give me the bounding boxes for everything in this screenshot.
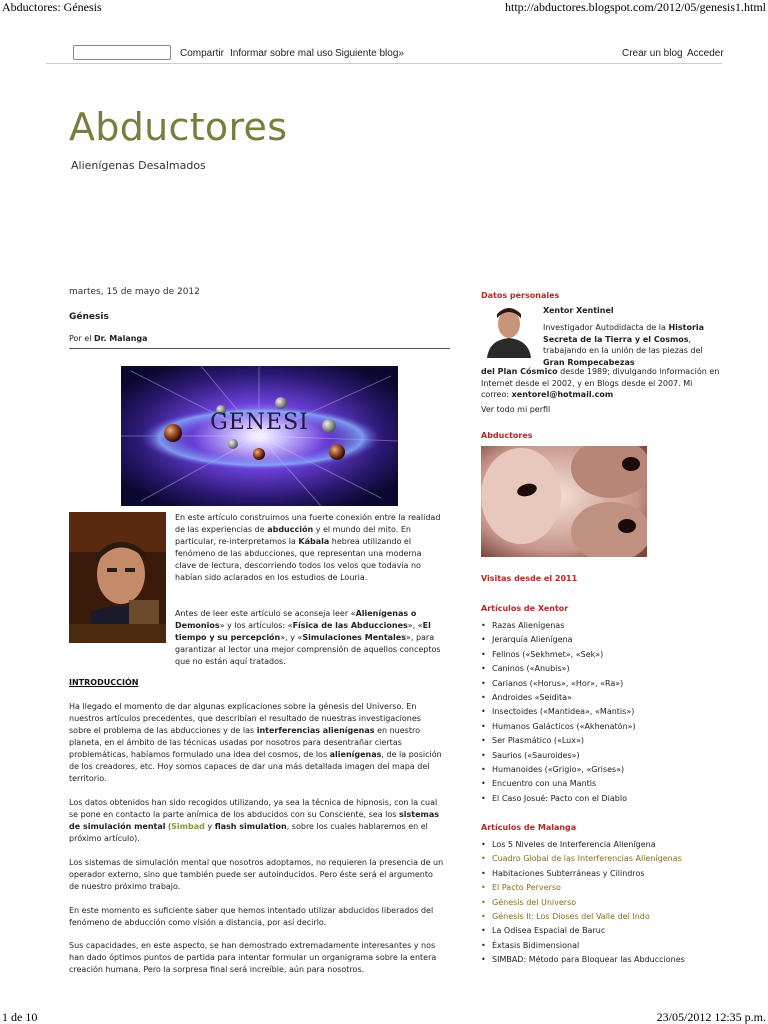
avatar-illustration (481, 304, 536, 358)
article-link[interactable] (481, 662, 636, 676)
author-name: Dr. Malanga (93, 334, 148, 343)
text-run: En este artículo construimos una fuerte conexión entre la realidad de las experiencias de (175, 513, 441, 534)
article-link-label: Humanoides («Grigio», «Grises») (492, 764, 625, 774)
print-header-url: http://abductores.blogspot.com/2012/05/genesis1.html (505, 0, 766, 14)
bullet-icon: • (481, 621, 486, 630)
text-run: , trabajando en la unión de las piezas del (543, 334, 703, 355)
print-timestamp: 23/05/2012 12:35 p.m. (656, 1010, 766, 1024)
intro-paragraph-2 (175, 608, 445, 668)
text-run[interactable]: Simbad (171, 822, 205, 831)
post-date: martes, 15 de mayo de 2012 (69, 287, 200, 297)
banner-title: GENESI (210, 410, 309, 435)
text-run: Los datos obtenidos han sido recogidos utilizando, ya sea la técnica de hipnosis, con la cual se pone en contacto la parte anímica de los abducidos con su Consciente, sea los (69, 798, 438, 819)
profile-heading: Datos personales (481, 291, 560, 300)
body-paragraph-1 (69, 701, 444, 785)
article-link-label: Los 5 Niveles de Interferencia Alienígena (492, 840, 656, 849)
text-run: , de la posición de los creadores, etc. Hoy somos capaces de dar una más detallada imagen del mapa del territorio. (69, 750, 442, 783)
bullet-icon: • (481, 736, 486, 746)
article-link[interactable] (481, 619, 636, 633)
sign-in-link[interactable]: Acceder (687, 48, 724, 59)
article-link[interactable] (481, 777, 636, 791)
print-header-title: Abductores: Génesis (2, 0, 102, 14)
bullet-icon: • (481, 883, 486, 893)
bullet-icon: • (481, 955, 486, 965)
text-run: Simulaciones Mentales (302, 633, 406, 642)
view-profile-link[interactable]: Ver todo mi perfil (481, 405, 551, 414)
text-run: » y los artículos: « (219, 621, 293, 630)
xentor-articles-list (481, 619, 636, 806)
text-run: sistemas de simulación mental (69, 810, 439, 831)
abductors-image (481, 446, 647, 557)
malanga-articles-list (481, 838, 685, 968)
bullet-icon: • (481, 840, 486, 849)
abductores-heading: Abductores (481, 431, 533, 440)
article-link-label: El Pacto Perverso (492, 883, 561, 893)
article-link[interactable] (481, 852, 685, 866)
bullet-icon: • (481, 678, 486, 688)
text-run: Investigador Autodidacta de la (543, 323, 669, 332)
article-link-label: Cuadro Global de las Interferencias Alienígenas (492, 854, 682, 864)
article-link-label: Razas Alienígenas (492, 621, 565, 630)
text-run: En este momento es suficiente saber que hemos intentado utilizar abducidos liberados del fenómeno de abducción como visión a distancia, por así decirlo. (69, 906, 434, 927)
article-link-label: Ser Plasmático («Lux») (492, 736, 584, 746)
text-run: desde 1989; divulgando información en Internet desde el 2002, y en Blogs desde el 2007. Mi correo: (481, 367, 720, 399)
text-run: El tiempo y su percepción (175, 621, 431, 642)
blog-description: Alienígenas Desalmados (71, 159, 206, 172)
article-link-label: Carianos («Horus», «Hor», «Ra») (492, 678, 624, 688)
visits-heading: Visitas desde el 2011 (481, 574, 578, 583)
article-link-label: Saurios («Sauroides») (492, 750, 580, 760)
malanga-articles-heading: Artículos de Malanga (481, 823, 577, 832)
author-portrait-image (69, 512, 166, 643)
article-link[interactable] (481, 633, 636, 647)
article-link[interactable] (481, 881, 685, 895)
bullet-icon: • (481, 897, 486, 907)
portrait-illustration (69, 512, 166, 643)
profile-avatar[interactable] (481, 304, 536, 358)
bullet-icon: • (481, 940, 486, 950)
article-link[interactable] (481, 648, 636, 662)
article-link[interactable] (481, 910, 685, 924)
next-blog-link[interactable]: Siguiente blog» (335, 48, 404, 59)
body-paragraph-2 (69, 797, 444, 845)
text-run: xentorel@hotmail.com (511, 390, 614, 399)
post-author (69, 334, 148, 343)
text-run: Los sistemas de simulación mental que nosotros adoptamos, no requieren la presencia de un operador externo, sino que también puede ser autoinducidos. Pero éste será el argumento de nuestro próximo trabajo. (69, 858, 444, 891)
article-link-label: Insectoides («Mantidea», «Mantis») (492, 707, 635, 717)
article-link[interactable] (481, 734, 636, 748)
article-link[interactable] (481, 924, 685, 938)
bullet-icon: • (481, 793, 486, 803)
print-page-number: 1 de 10 (2, 1010, 38, 1024)
article-link[interactable] (481, 953, 685, 967)
text-run: Sus capacidades, en este aspecto, se han demostrado extremadamente interesantes y nos han dado óptimos puntos de partida para intentar formular un organigrama sobre la entera creación humana. Pero la sorpresa final será increíble, aún para nosotros. (69, 941, 437, 974)
text-run: », para garantizar al lector una mejor comprensión de aquellos conceptos que no están aquí tratados. (175, 633, 441, 666)
bullet-icon: • (481, 649, 486, 659)
text-run: », « (407, 621, 423, 630)
article-link[interactable] (481, 896, 685, 910)
navbar-search-input[interactable] (73, 45, 171, 60)
article-link-label: Génesis del Universo (492, 897, 577, 907)
text-run: , sobre los cuales hablaremos en el próximo artículo). (69, 822, 428, 843)
share-link[interactable]: Compartir (180, 48, 224, 59)
article-link-label: Génesis II: Los Dioses del Valle del Indo (492, 911, 650, 921)
article-link-label: SIMBAD: Método para Bloquear las Abducciones (492, 955, 685, 965)
text-run: Antes de leer este artículo se aconseja leer « (175, 609, 356, 618)
genesis-banner-image (121, 366, 398, 506)
blogger-navbar (46, 44, 722, 64)
intro-paragraph-1 (175, 512, 445, 584)
article-link-label: La Odisea Espacial de Baruc (492, 926, 606, 936)
bullet-icon: • (481, 635, 486, 645)
text-run: Kábala (298, 537, 330, 546)
bullet-icon: • (481, 664, 486, 674)
profile-bio-bottom (481, 366, 721, 401)
bullet-icon: • (481, 854, 486, 864)
galaxy-illustration (121, 366, 398, 506)
bullet-icon: • (481, 926, 486, 936)
post-divider (69, 348, 450, 349)
article-link[interactable] (481, 939, 685, 953)
article-link-label: Androides «Seidita» (492, 692, 572, 702)
article-link[interactable] (481, 677, 636, 691)
report-abuse-link[interactable]: Informar sobre mal uso (230, 48, 333, 59)
text-run: y (204, 822, 215, 831)
alien-faces-illustration (481, 446, 647, 557)
article-link-label: Caninos («Anubis») (492, 664, 570, 674)
article-link-label: Habitaciones Subterráneas y Cilindros (492, 868, 645, 878)
text-run: abducción (267, 525, 314, 534)
article-link[interactable] (481, 720, 636, 734)
profile-bio-top (543, 322, 723, 368)
bullet-icon: • (481, 779, 486, 789)
text-run: hebrea utilizando el fenómeno de las abducciones, que representan una moderna clave de lectura, descorriendo todos los velos que todavía no habían sido aclarados en los estudios de Louria. (175, 537, 422, 582)
profile-name[interactable]: Xentor Xentinel (543, 306, 614, 315)
text-run: del Plan Cósmico (481, 367, 558, 376)
body-paragraph-5 (69, 940, 444, 976)
text-run: y el mundo del mito. En particular, re-interpretamos la (175, 525, 411, 546)
xentor-articles-heading: Artículos de Xentor (481, 604, 569, 613)
post-title[interactable]: Génesis (69, 312, 109, 322)
article-link-label: Éxtasis Bidimensional (492, 940, 580, 950)
text-run: », y « (280, 633, 303, 642)
article-link[interactable] (481, 763, 636, 777)
bullet-icon: • (481, 750, 486, 760)
text-run: Historia Secreta de la Tierra y el Cosmos (543, 323, 705, 344)
article-link[interactable] (481, 691, 636, 705)
create-blog-link[interactable]: Crear un blog (622, 48, 683, 59)
article-link-label: Humanos Galácticos («Akhenatón») (492, 721, 636, 731)
body-paragraph-4 (69, 905, 444, 929)
bullet-icon: • (481, 721, 486, 731)
text-run: Ha llegado el momento de dar algunas explicaciones sobre la génesis del Universo. En nuestros artículos precedentes, que describían el resultado de nuestras investigaciones sobre el problema de las abducciones y de las (69, 702, 421, 735)
bullet-icon: • (481, 707, 486, 717)
text-run: Alienígenas o Demonios (175, 609, 417, 630)
text-run: ( (165, 822, 172, 831)
article-link[interactable] (481, 867, 685, 881)
text-run: flash simulation (214, 822, 287, 831)
bullet-icon: • (481, 911, 486, 921)
text-run: en nuestro planeta, en el ámbito de las técnicas usadas por nosotros para desentrañar ciertas problemáticas, habíamos formulado una idea del cosmos, de los (69, 726, 420, 759)
article-link[interactable] (481, 838, 685, 852)
section-heading-introduction: INTRODUCCIÓN (69, 678, 139, 687)
article-link-label: Felinos («Sekhmet», «Sek») (492, 649, 604, 659)
bullet-icon: • (481, 764, 486, 774)
article-link-label: El Caso Josué: Pacto con el Diablo (492, 793, 627, 803)
text-run: interferencias alienígenas (256, 726, 375, 735)
text-run: Física de las Abducciones (292, 621, 408, 630)
article-link-label: Jerarquía Alienígena (492, 635, 573, 645)
body-paragraph-3 (69, 857, 444, 893)
author-prefix: Por el (69, 334, 94, 343)
blog-title[interactable]: Abductores (69, 105, 288, 149)
text-run: alienígenas (329, 750, 382, 759)
article-link[interactable] (481, 749, 636, 763)
text-run: Gran Rompecabezas (543, 357, 635, 367)
article-link[interactable] (481, 705, 636, 719)
bullet-icon: • (481, 868, 486, 878)
article-link[interactable] (481, 792, 636, 806)
article-link-label: Encuentro con una Mantis (492, 779, 597, 789)
bullet-icon: • (481, 692, 486, 702)
